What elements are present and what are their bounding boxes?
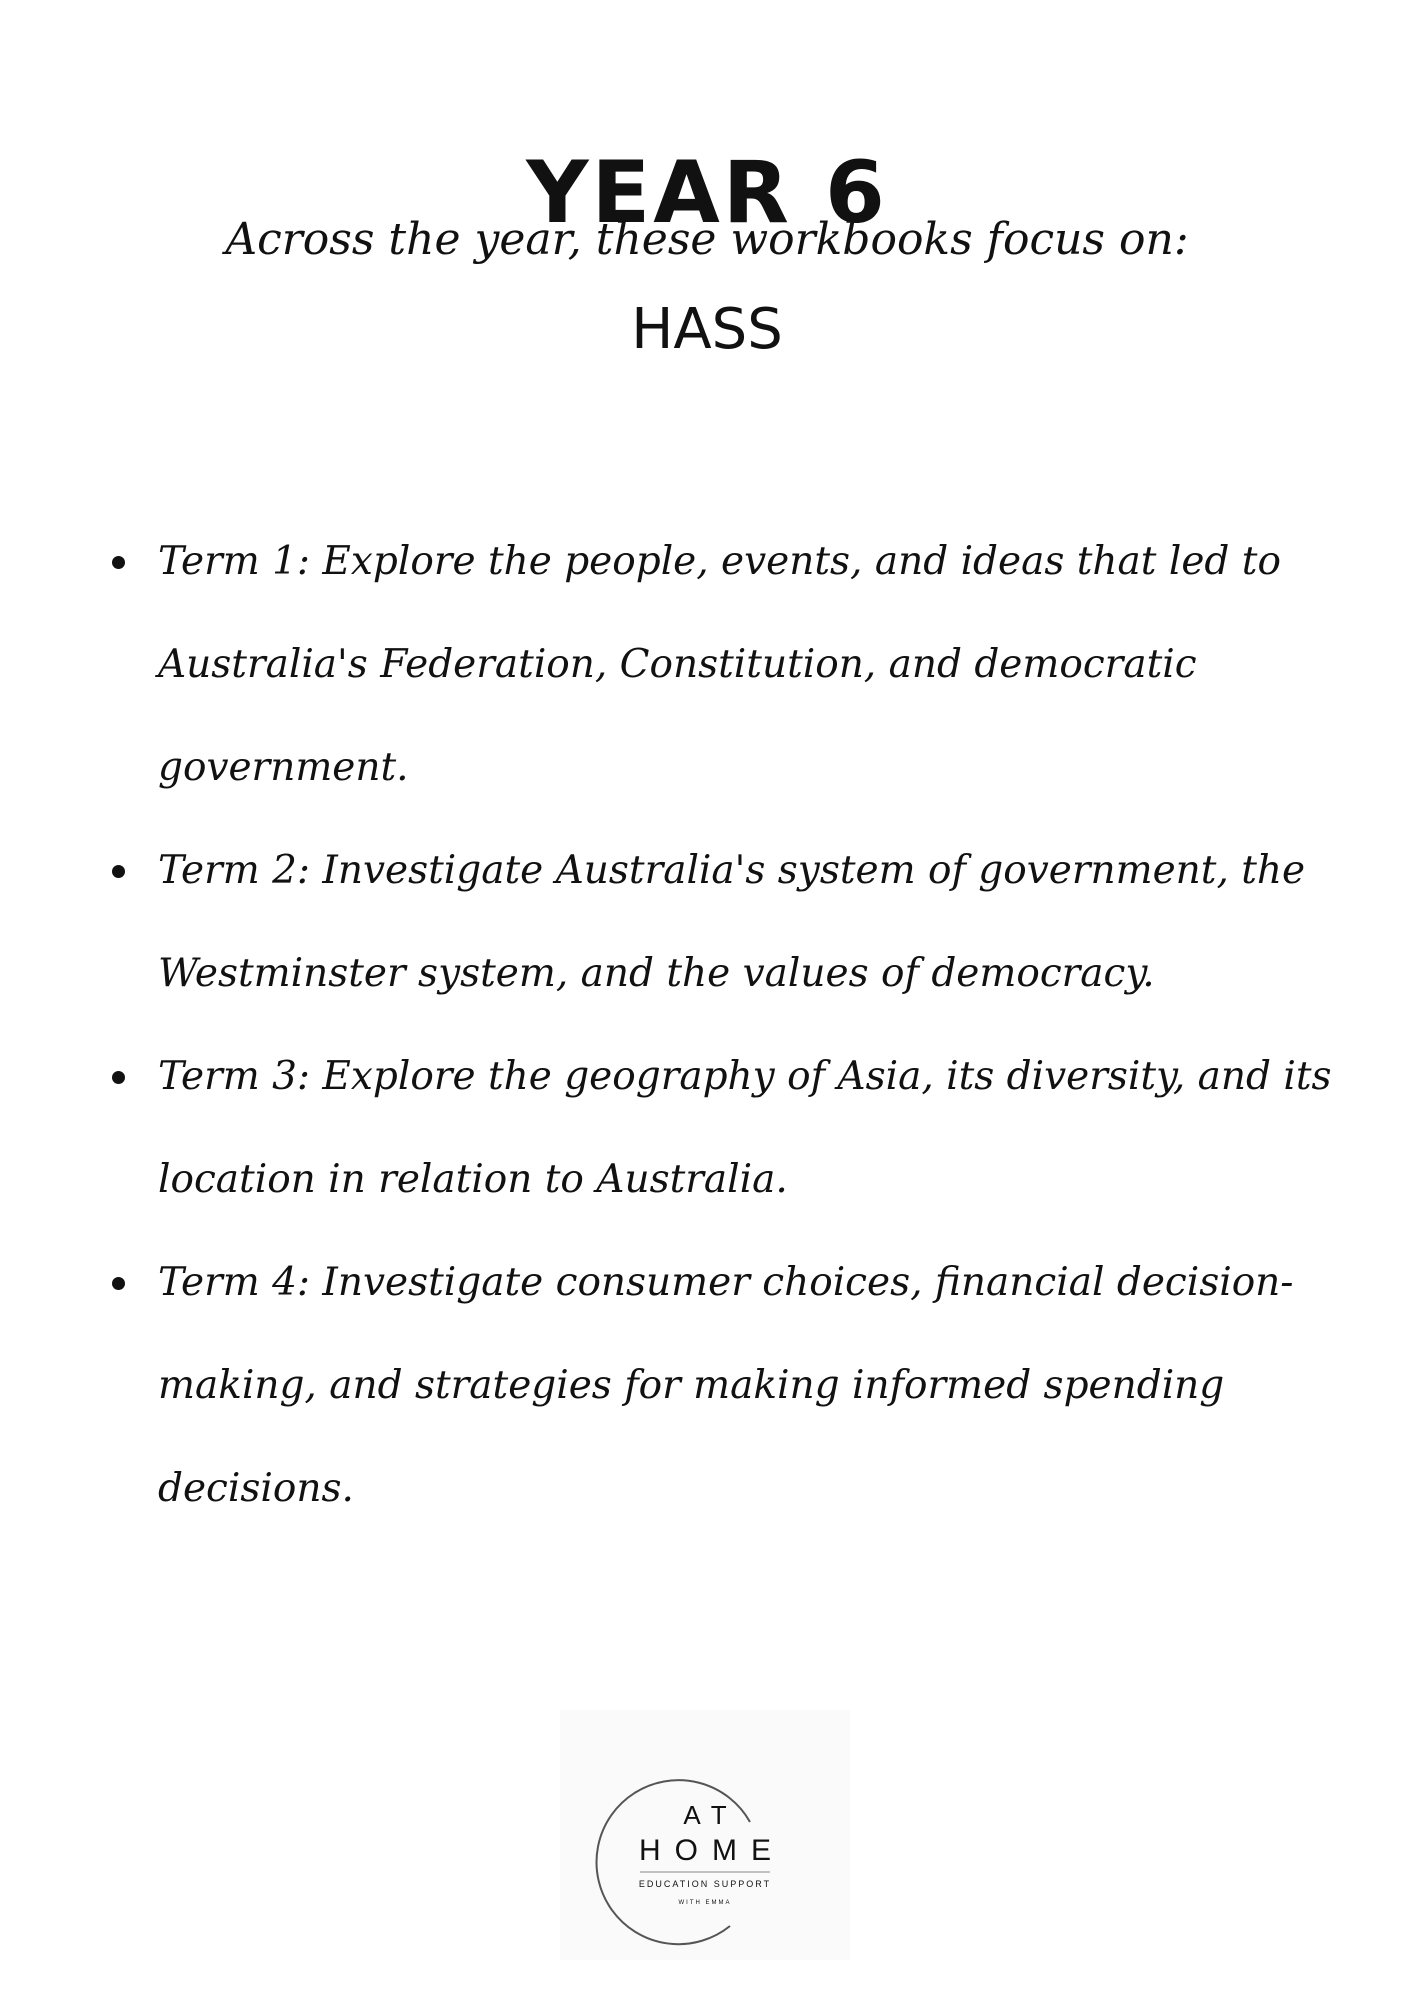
term-text: Term 4: Investigate consumer choices, financial decision-making, and strategies for making informed spending decisions. (158, 1260, 1294, 1511)
intro-text: Across the year, these workbooks focus on: (225, 214, 1189, 265)
term-text: Term 1: Explore the people, events, and ideas that led to Australia's Federation, Constitution, and democratic government. (158, 539, 1281, 790)
bullet-icon (112, 865, 125, 878)
terms-list (112, 510, 1352, 1540)
term-text: Term 3: Explore the geography of Asia, its diversity, and its location in relation to Australia. (158, 1054, 1332, 1202)
term-text: Term 2: Investigate Australia's system of government, the Westminster system, and the values of democracy. (158, 848, 1306, 996)
logo-with-emma-text: WITH EMMA (678, 1900, 732, 1906)
logo-home-text: HOME (639, 1834, 785, 1867)
term-item (112, 819, 1352, 1025)
term-item (112, 510, 1352, 819)
subject-heading: HASS (631, 297, 783, 362)
bullet-icon (112, 1277, 125, 1290)
bullet-icon (112, 1071, 125, 1084)
term-item (112, 1231, 1352, 1540)
logo-education-support-text: EDUCATION SUPPORT (638, 1879, 772, 1889)
page-title: YEAR 6 (526, 142, 888, 243)
term-item (112, 1025, 1352, 1231)
brand-logo (560, 1710, 850, 1960)
bullet-icon (112, 556, 125, 569)
logo-at-text: AT (683, 1800, 739, 1830)
